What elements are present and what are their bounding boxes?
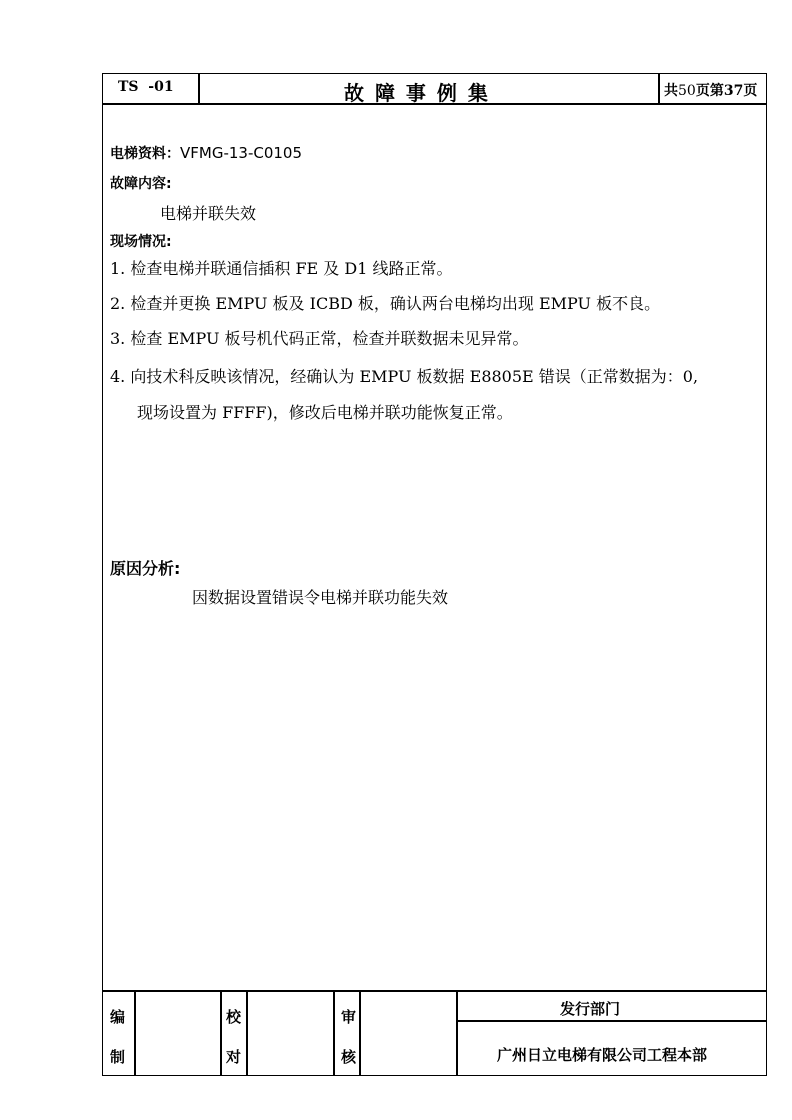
site-label: 现场情况: <box>110 234 172 250</box>
elevator-info-value: VFMG-13-C0105 <box>180 144 303 162</box>
dept-name: 广州日立电梯有限公司工程本部 <box>497 1046 708 1064</box>
cause-text: 因数据设置错误令电梯并联功能失效 <box>192 588 449 607</box>
footer-col-6 <box>456 990 458 1076</box>
site-item-2: 2. 检查并更换 EMPU 板及 ICBD 板，确认两台电梯均出现 EMPU 板不良。 <box>110 294 661 313</box>
doc-code: TS -01 <box>118 79 174 95</box>
header-sep-left <box>198 73 200 104</box>
footer-col-4 <box>333 990 335 1076</box>
page-number: 37 <box>723 83 744 99</box>
footer-col-2 <box>220 990 222 1076</box>
site-item-4: 4. 向技术科反映该情况，经确认为 EMPU 板数据 E8805E 错误（正常数据为：0, <box>110 367 699 386</box>
doc-title: 故 障 事 例 集 <box>344 81 490 105</box>
footer-jiao: 校 <box>226 1008 242 1026</box>
fault-label: 故障内容: <box>110 176 172 192</box>
footer-zhi: 制 <box>110 1048 126 1066</box>
site-item-3: 3. 检查 EMPU 板号机代码正常，检查并联数据未见异常。 <box>110 329 529 348</box>
page-mid: 页第 <box>695 83 724 99</box>
elevator-info <box>110 143 302 163</box>
footer-dept-divider <box>456 1020 767 1022</box>
footer-col-1 <box>134 990 136 1076</box>
elevator-info-label: 电梯资料： <box>110 146 180 162</box>
cause-label: 原因分析: <box>110 559 181 578</box>
footer-he: 核 <box>341 1048 357 1066</box>
site-item-4-continued: 现场设置为 FFFF)，修改后电梯并联功能恢复正常。 <box>137 403 513 422</box>
fault-text: 电梯并联失效 <box>160 204 257 223</box>
footer-dui: 对 <box>226 1048 242 1066</box>
footer-col-5 <box>359 990 361 1076</box>
site-item-1: 1. 检查电梯并联通信插积 FE 及 D1 线路正常。 <box>110 259 453 278</box>
footer-bian: 编 <box>110 1008 126 1026</box>
dept-label: 发行部门 <box>560 1000 621 1018</box>
header-sep-right <box>658 73 660 104</box>
page-prefix: 共 <box>664 83 678 99</box>
footer-divider <box>102 990 767 992</box>
page-info <box>664 80 757 100</box>
total-pages: 50 <box>678 83 696 99</box>
footer-col-3 <box>246 990 248 1076</box>
page-suffix: 页 <box>743 83 758 99</box>
footer-shen: 审 <box>341 1008 357 1026</box>
